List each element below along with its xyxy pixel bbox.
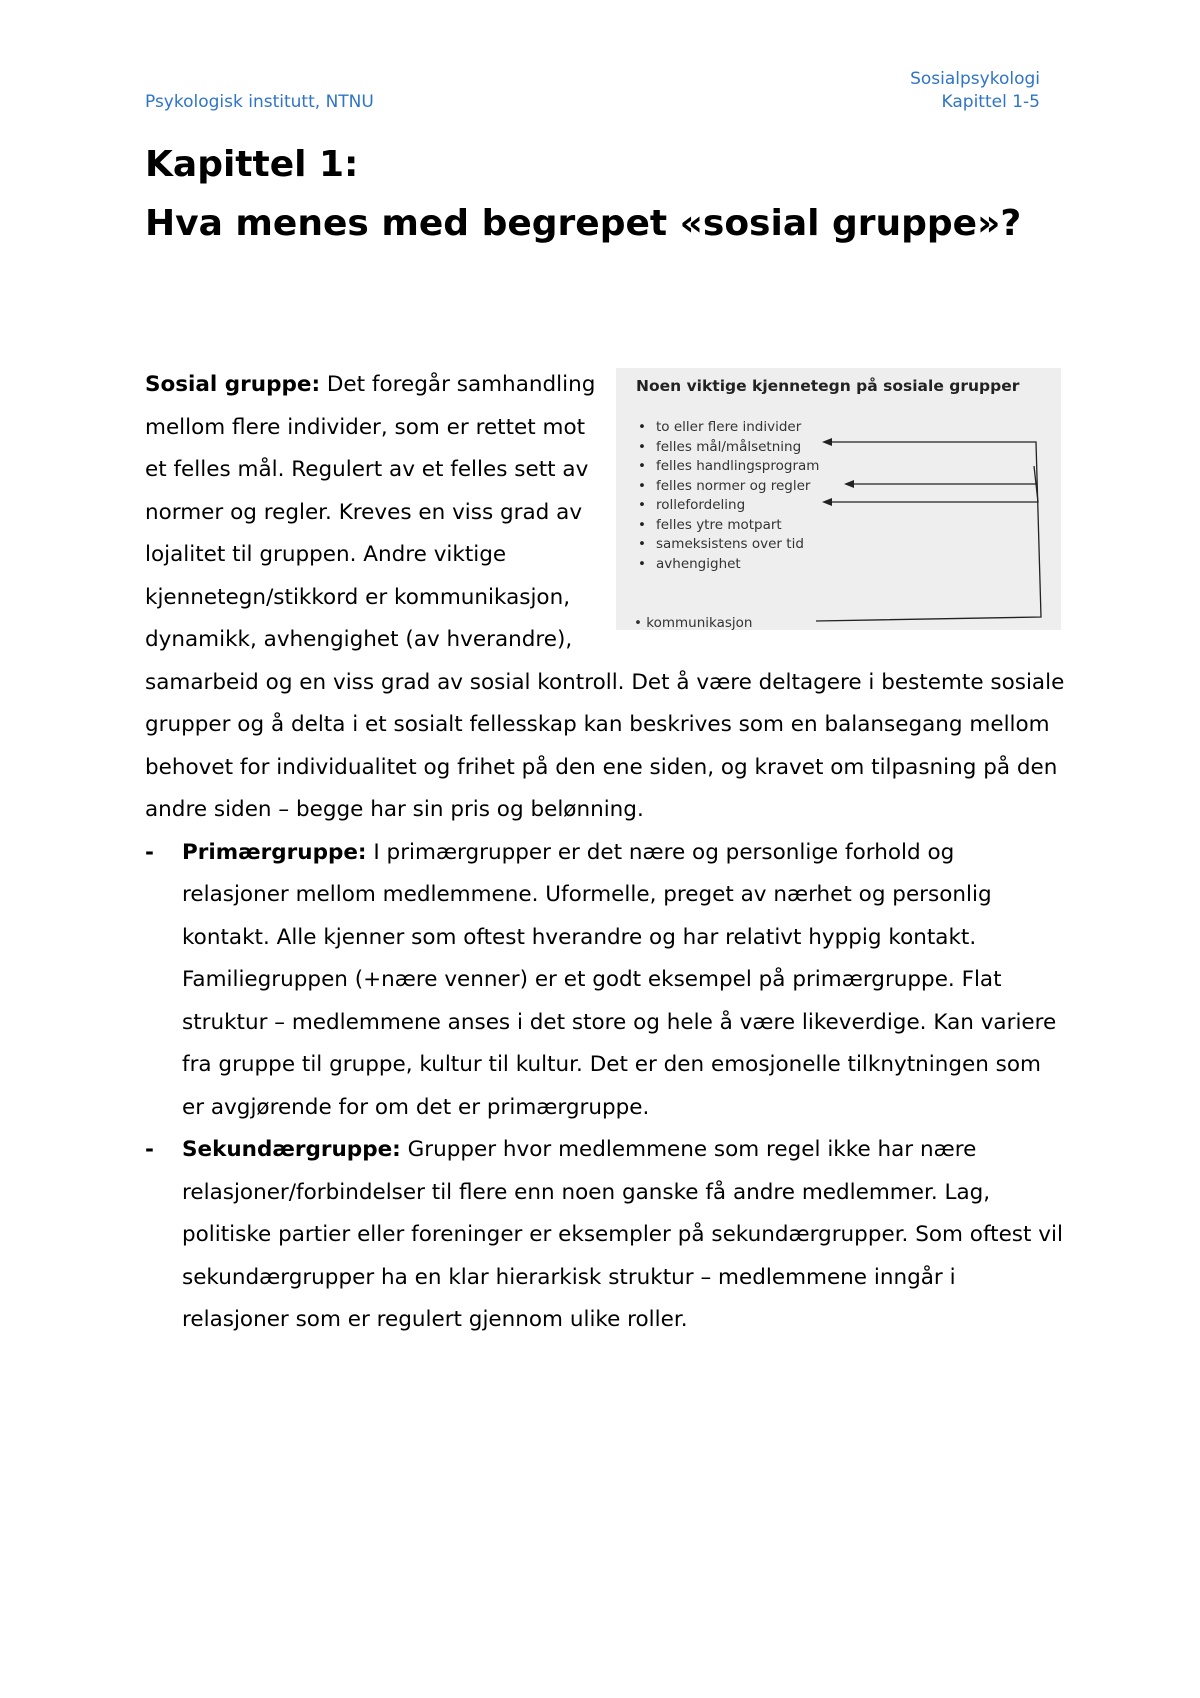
arrow-to-maal: [816, 442, 1041, 621]
intro-term: Sosial gruppe:: [145, 372, 321, 397]
figure-item: • felles handlingsprogram: [634, 457, 819, 477]
list-bullet: -: [145, 1137, 154, 1162]
figure-item-communication: • kommunikasjon: [634, 615, 753, 631]
figure-item: • felles mål/målsetning: [634, 438, 819, 458]
header-chapters: Kapittel 1-5: [941, 92, 1040, 112]
header-course-info: [910, 68, 1040, 114]
figure-item: • felles normer og regler: [634, 477, 819, 497]
group-types-list: [145, 832, 1065, 1342]
list-item-term: Primærgruppe:: [182, 839, 367, 865]
figure-item: • avhengighet: [634, 555, 819, 575]
figure-item: • rollefordeling: [634, 496, 819, 516]
header-course: Sosialpsykologi: [910, 69, 1040, 89]
arrowhead: [822, 438, 832, 446]
header-institution: Psykologisk institutt, NTNU: [145, 92, 374, 112]
list-item-secondary: [145, 1129, 1065, 1342]
list-item-primary: [145, 832, 1065, 1130]
intro-text: Det foregår samhandling mellom flere individer, som er rettet mot et felles mål. Regulert av et felles sett av normer og regler. Kreves en viss grad av lojalitet til gruppen. Andre viktige kjennetegn/stikkord er kommunikasjon, dynamikk, avhengighet (av hverandre), samarbeid og en viss grad av sosial kontroll. Det å være deltagere i bestemte sosiale grupper og å delta i et sosialt fellesskap kan beskrives som en balansegang mellom behovet for individualitet og frihet på den ene siden, og kravet om tilpasning på den andre siden – begge har sin pris og belønning.: [145, 372, 1065, 822]
figure-item-label: kommunikasjon: [646, 615, 753, 631]
figure-item: • felles ytre motpart: [634, 516, 819, 536]
list-item-text: I primærgrupper er det nære og personlige forhold og relasjoner mellom medlemmene. Uformelle, preget av nærhet og personlig kontakt. Alle kjenner som oftest hverandre og har relativt hyppig kontakt. Familiegruppen (+nære venner) er et godt eksempel på primærgruppe. Flat struktur – medlemmene anses i det store og hele å være likeverdige. Kan variere fra gruppe til gruppe, kultur til kultur. Det er den emosjonelle tilknytningen som er avgjørende for om det er primærgruppe.: [182, 839, 1057, 1120]
figure-item: • sameksistens over tid: [634, 535, 819, 555]
list-item-term: Sekundærgruppe:: [182, 1137, 401, 1162]
page-title: [145, 142, 1045, 260]
arrow-to-roller: [830, 484, 1038, 502]
arrowhead: [822, 498, 832, 506]
arrow-to-normer: [852, 466, 1036, 484]
figure-arrows: [616, 368, 1061, 630]
document-body: [145, 364, 1065, 1342]
title-question: Hva menes med begrepet «sosial gruppe»?: [145, 203, 1022, 244]
figure-title: Noen viktige kjennetegn på sosiale grupper: [636, 377, 1020, 395]
arrowhead: [844, 480, 854, 488]
list-bullet: -: [145, 839, 154, 865]
title-chapter: Kapittel 1:: [145, 144, 359, 185]
characteristics-figure: [616, 368, 1061, 630]
figure-item: • to eller flere individer: [634, 418, 819, 438]
list-item-text: Grupper hvor medlemmene som regel ikke har nære relasjoner/forbindelser til flere enn noen ganske få andre medlemmer. Lag, politiske partier eller foreninger er eksempler på sekundærgrupper. Som oftest vil sekundærgrupper ha en klar hierarkisk struktur – medlemmene inngår i relasjoner som er regulert gjennom ulike roller.: [182, 1137, 1063, 1332]
